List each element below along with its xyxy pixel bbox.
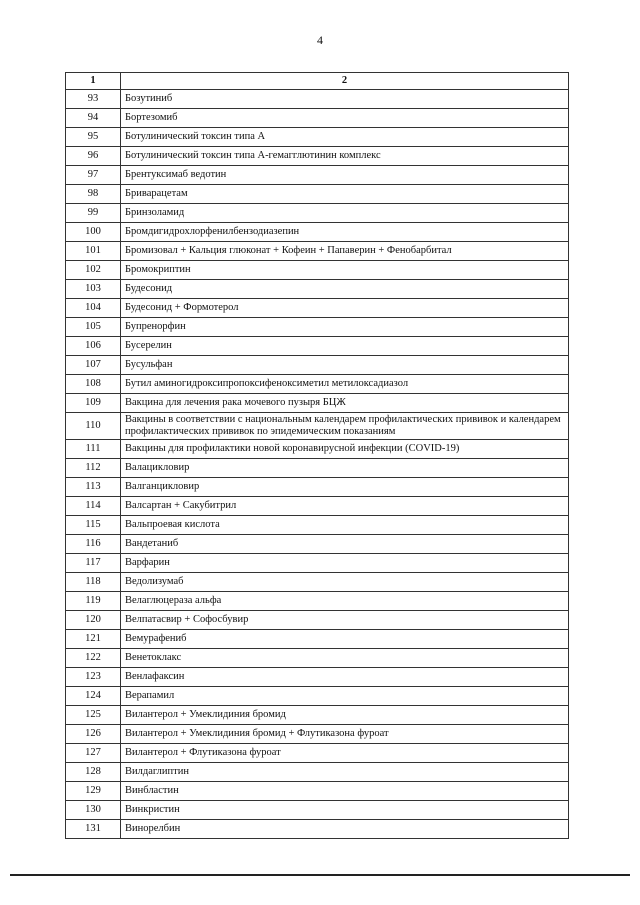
row-number: 121 xyxy=(66,630,121,649)
drug-name: Винбластин xyxy=(121,782,569,801)
drug-name: Варфарин xyxy=(121,554,569,573)
drug-name: Вальпроевая кислота xyxy=(121,516,569,535)
table-row xyxy=(66,299,569,318)
row-number: 113 xyxy=(66,478,121,497)
drug-name: Вандетаниб xyxy=(121,535,569,554)
row-number: 110 xyxy=(66,413,121,440)
table-row xyxy=(66,440,569,459)
row-number: 128 xyxy=(66,763,121,782)
drug-name: Валсартан + Сакубитрил xyxy=(121,497,569,516)
table-row xyxy=(66,497,569,516)
table-row xyxy=(66,725,569,744)
row-number: 116 xyxy=(66,535,121,554)
table-header-row xyxy=(66,73,569,90)
drug-name: Вилантерол + Флутиказона фуроат xyxy=(121,744,569,763)
table-row xyxy=(66,478,569,497)
drug-name: Будесонид xyxy=(121,280,569,299)
table-row xyxy=(66,763,569,782)
table-row xyxy=(66,630,569,649)
table-row xyxy=(66,413,569,440)
row-number: 119 xyxy=(66,592,121,611)
row-number: 93 xyxy=(66,90,121,109)
table-row xyxy=(66,109,569,128)
row-number: 124 xyxy=(66,687,121,706)
table-row xyxy=(66,128,569,147)
table-row xyxy=(66,535,569,554)
row-number: 101 xyxy=(66,242,121,261)
table-row xyxy=(66,185,569,204)
table-row xyxy=(66,375,569,394)
table-row xyxy=(66,261,569,280)
table-row xyxy=(66,166,569,185)
drug-name: Бромдигидрохлорфенилбензодиазепин xyxy=(121,223,569,242)
table-row xyxy=(66,337,569,356)
row-number: 98 xyxy=(66,185,121,204)
table-row xyxy=(66,592,569,611)
column-header-name: 2 xyxy=(121,73,569,90)
table-row xyxy=(66,649,569,668)
row-number: 104 xyxy=(66,299,121,318)
drug-name: Велаглюцераза альфа xyxy=(121,592,569,611)
row-number: 108 xyxy=(66,375,121,394)
row-number: 111 xyxy=(66,440,121,459)
row-number: 94 xyxy=(66,109,121,128)
drug-name: Бусерелин xyxy=(121,337,569,356)
row-number: 95 xyxy=(66,128,121,147)
drug-name: Бриварацетам xyxy=(121,185,569,204)
table-row xyxy=(66,394,569,413)
table-row xyxy=(66,204,569,223)
row-number: 99 xyxy=(66,204,121,223)
table-row xyxy=(66,356,569,375)
row-number: 125 xyxy=(66,706,121,725)
table-row xyxy=(66,280,569,299)
drug-name: Винорелбин xyxy=(121,820,569,839)
drug-name: Велпатасвир + Софосбувир xyxy=(121,611,569,630)
row-number: 123 xyxy=(66,668,121,687)
drug-name: Брентуксимаб ведотин xyxy=(121,166,569,185)
drug-name: Верапамил xyxy=(121,687,569,706)
drug-name: Винкристин xyxy=(121,801,569,820)
drug-name: Венлафаксин xyxy=(121,668,569,687)
row-number: 127 xyxy=(66,744,121,763)
row-number: 112 xyxy=(66,459,121,478)
drug-name: Вилантерол + Умеклидиния бромид + Флутиказона фуроат xyxy=(121,725,569,744)
row-number: 102 xyxy=(66,261,121,280)
drug-name: Бромокриптин xyxy=(121,261,569,280)
drug-name: Вилантерол + Умеклидиния бромид xyxy=(121,706,569,725)
row-number: 105 xyxy=(66,318,121,337)
drug-name: Венетоклакс xyxy=(121,649,569,668)
table-row xyxy=(66,706,569,725)
column-header-number: 1 xyxy=(66,73,121,90)
drug-name: Бупренорфин xyxy=(121,318,569,337)
row-number: 130 xyxy=(66,801,121,820)
drug-name: Валганцикловир xyxy=(121,478,569,497)
drug-name: Ботулинический токсин типа А-гемагглютинин комплекс xyxy=(121,147,569,166)
drug-name: Валацикловир xyxy=(121,459,569,478)
drug-name: Будесонид + Формотерол xyxy=(121,299,569,318)
drug-name: Вилдаглиптин xyxy=(121,763,569,782)
row-number: 103 xyxy=(66,280,121,299)
row-number: 115 xyxy=(66,516,121,535)
table-row xyxy=(66,820,569,839)
row-number: 131 xyxy=(66,820,121,839)
row-number: 114 xyxy=(66,497,121,516)
row-number: 96 xyxy=(66,147,121,166)
row-number: 107 xyxy=(66,356,121,375)
table-row xyxy=(66,242,569,261)
drug-name: Бутил аминогидроксипропоксифеноксиметил метилоксадиазол xyxy=(121,375,569,394)
drug-name: Вакцины для профилактики новой коронавирусной инфекции (COVID-19) xyxy=(121,440,569,459)
table-row xyxy=(66,687,569,706)
table-row xyxy=(66,668,569,687)
drug-name: Бозутиниб xyxy=(121,90,569,109)
drug-name: Вакцина для лечения рака мочевого пузыря БЦЖ xyxy=(121,394,569,413)
row-number: 97 xyxy=(66,166,121,185)
row-number: 129 xyxy=(66,782,121,801)
table-row xyxy=(66,554,569,573)
drug-name: Бортезомиб xyxy=(121,109,569,128)
table-row xyxy=(66,611,569,630)
drug-name: Вакцины в соответствии с национальным календарем профилактических прививок и календарем профилактических прививок по эпидемическим показаниям xyxy=(121,413,569,440)
footer-divider xyxy=(10,874,630,876)
table-row xyxy=(66,318,569,337)
table-row xyxy=(66,516,569,535)
table-body xyxy=(66,90,569,839)
row-number: 100 xyxy=(66,223,121,242)
row-number: 122 xyxy=(66,649,121,668)
table-row xyxy=(66,801,569,820)
row-number: 109 xyxy=(66,394,121,413)
row-number: 106 xyxy=(66,337,121,356)
row-number: 126 xyxy=(66,725,121,744)
table-row xyxy=(66,744,569,763)
drug-name: Вемурафениб xyxy=(121,630,569,649)
page-number: 4 xyxy=(317,33,323,47)
drug-name: Ведолизумаб xyxy=(121,573,569,592)
row-number: 120 xyxy=(66,611,121,630)
table-row xyxy=(66,90,569,109)
row-number: 118 xyxy=(66,573,121,592)
row-number: 117 xyxy=(66,554,121,573)
drug-name: Бромизовал + Кальция глюконат + Кофеин + Папаверин + Фенобарбитал xyxy=(121,242,569,261)
table-row xyxy=(66,573,569,592)
table-row xyxy=(66,782,569,801)
table-row xyxy=(66,147,569,166)
table-row xyxy=(66,223,569,242)
table-row xyxy=(66,459,569,478)
drug-name: Бринзоламид xyxy=(121,204,569,223)
drug-list-table xyxy=(65,72,569,839)
drug-name: Бусульфан xyxy=(121,356,569,375)
drug-name: Ботулинический токсин типа А xyxy=(121,128,569,147)
